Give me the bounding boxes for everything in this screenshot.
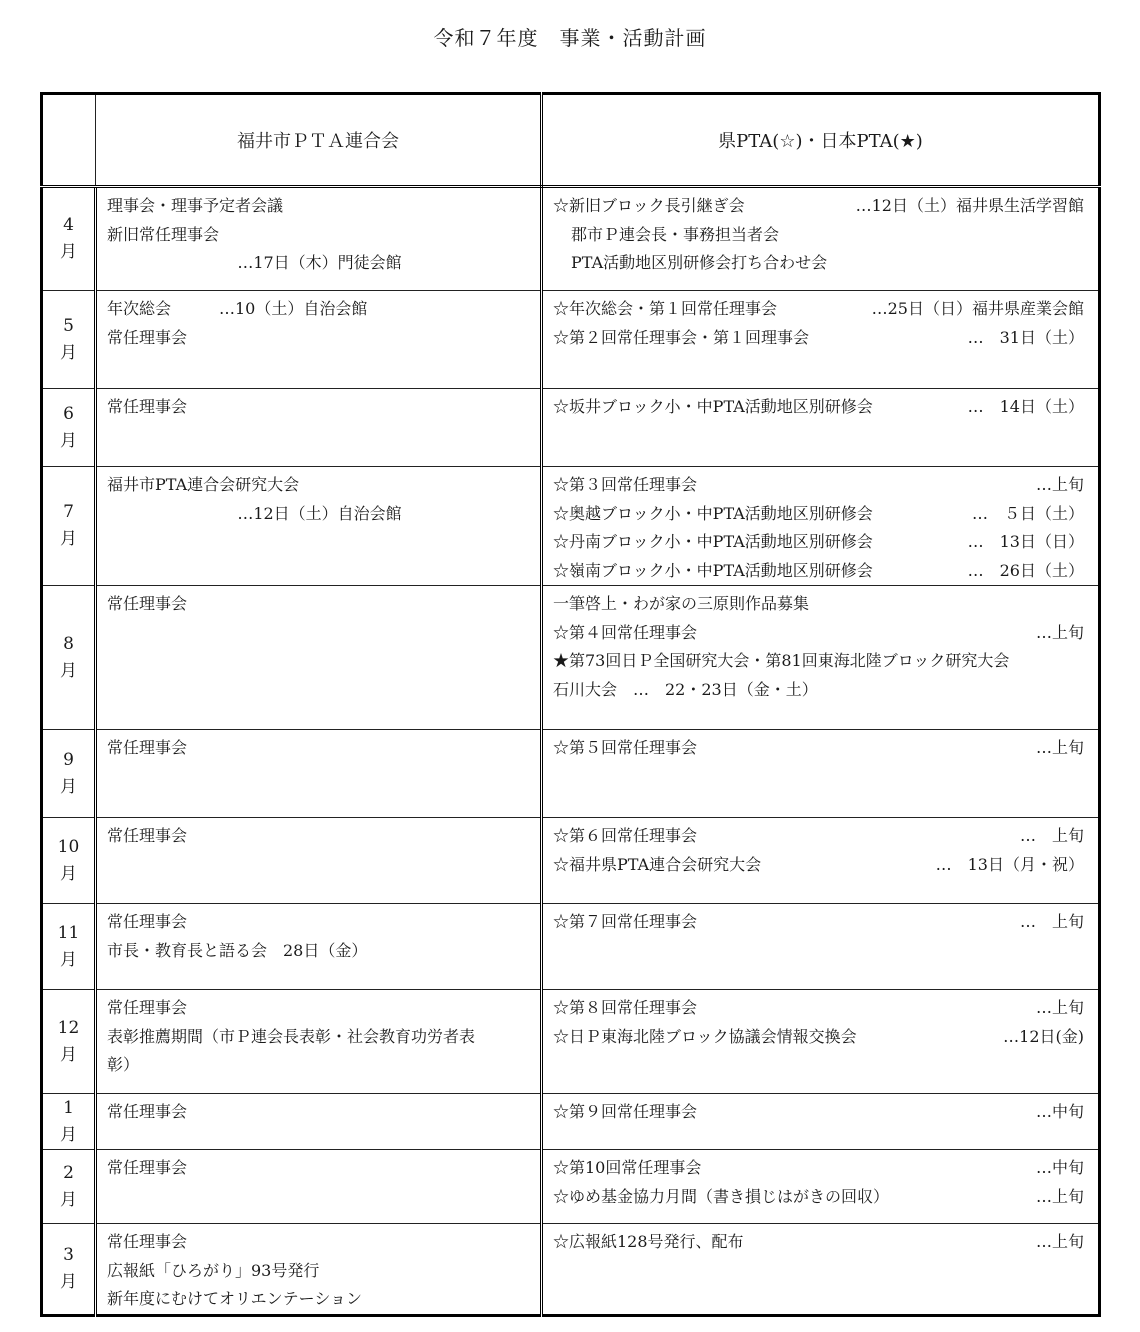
month-suffix: 月 xyxy=(60,660,77,681)
pref-activity-cell xyxy=(542,291,1100,389)
month-number: 8 xyxy=(63,633,74,654)
month-number: 7 xyxy=(63,502,74,522)
activity-text: ★第73回日Ｐ全国研究大会・第81回東海北陸ブロック研究大会 xyxy=(553,651,1010,670)
month-number: 12 xyxy=(57,1017,80,1038)
activity-line xyxy=(553,994,1090,1023)
activity-text: 市長・教育長と語る会 28日（金） xyxy=(107,940,368,960)
month-cell xyxy=(42,990,96,1094)
activity-text: 常任理事会 xyxy=(107,1232,188,1251)
month-number: 5 xyxy=(63,315,74,336)
activity-line xyxy=(107,500,532,529)
month-suffix: 月 xyxy=(60,529,77,549)
month-number: 4 xyxy=(63,215,74,235)
month-cell xyxy=(42,904,96,990)
activity-date: …25日（日）福井県産業会館 xyxy=(871,299,1084,318)
city-activity-cell xyxy=(96,730,542,818)
header-city-pta: 福井市ＰＴＡ連合会 xyxy=(96,94,542,187)
activity-text: ☆第７回常任理事会 xyxy=(553,912,698,931)
activity-text: ☆ゆめ基金協力月間（書き損じはがきの回収） xyxy=(553,1186,890,1206)
activity-date: …上旬 xyxy=(1035,1186,1084,1206)
pref-activity-cell xyxy=(542,586,1100,730)
activity-text: ☆日Ｐ東海北陸ブロック協議会情報交換会 xyxy=(553,1026,857,1046)
activity-text: 常任理事会 xyxy=(107,738,188,757)
activity-line xyxy=(107,324,532,353)
activity-line xyxy=(107,393,532,422)
activity-line xyxy=(553,1154,1090,1183)
header-pref-pta: 県PTA(☆)・日本PTA(★) xyxy=(542,94,1100,187)
activity-text: 石川大会 … 22・23日（金・土） xyxy=(553,679,818,699)
month-cell xyxy=(42,291,96,389)
month-cell xyxy=(42,467,96,586)
activity-line xyxy=(553,500,1090,529)
table-row xyxy=(42,904,1100,990)
month-cell xyxy=(42,1224,96,1316)
activity-line xyxy=(553,557,1090,586)
activity-line xyxy=(553,324,1090,353)
city-activity-cell xyxy=(96,291,542,389)
activity-line xyxy=(553,192,1090,221)
pref-activity-cell xyxy=(542,1094,1100,1150)
pref-activity-cell xyxy=(542,187,1100,291)
month-suffix: 月 xyxy=(60,863,77,884)
table-row xyxy=(42,586,1100,730)
table-row xyxy=(42,1094,1100,1150)
activity-text: ☆丹南ブロック小・中PTA活動地区別研修会 xyxy=(553,532,873,551)
activity-text: …12日（土）自治会館 xyxy=(237,503,402,523)
activity-line xyxy=(107,1257,532,1286)
month-number: 2 xyxy=(63,1162,74,1183)
activity-date: … 31日（土） xyxy=(967,327,1084,347)
pref-activity-cell xyxy=(542,467,1100,586)
activity-text: 常任理事会 xyxy=(107,594,188,613)
header-month-cell xyxy=(42,94,96,187)
activity-line xyxy=(107,734,532,763)
month-cell xyxy=(42,586,96,730)
activity-text: 広報紙「ひろがり」93号発行 xyxy=(107,1260,320,1280)
activity-line xyxy=(553,295,1090,324)
activity-line xyxy=(553,249,1090,278)
activity-text: 彰） xyxy=(107,1055,140,1074)
month-suffix: 月 xyxy=(60,242,77,262)
activity-text: ☆第９回常任理事会 xyxy=(553,1102,698,1121)
month-number: 11 xyxy=(57,922,80,943)
activity-text: ☆第２回常任理事会・第１回理事会 xyxy=(553,327,810,347)
activity-text: 常任理事会 xyxy=(107,327,188,347)
activity-date: … 上旬 xyxy=(1019,912,1084,931)
activity-text: …17日（木）門徒会館 xyxy=(237,253,402,272)
month-number: 6 xyxy=(63,403,74,424)
activity-line xyxy=(553,471,1090,500)
activity-line xyxy=(553,647,1090,676)
activity-text: 理事会・理事予定者会議 xyxy=(107,196,284,215)
month-suffix: 月 xyxy=(60,1124,77,1145)
pref-activity-cell xyxy=(542,818,1100,904)
activity-text: ☆第３回常任理事会 xyxy=(553,475,698,494)
activity-line xyxy=(107,221,532,250)
activity-date: … 13日（日） xyxy=(967,532,1084,551)
table-row xyxy=(42,818,1100,904)
activity-line xyxy=(107,994,532,1023)
activity-text: ☆第10回常任理事会 xyxy=(553,1158,702,1177)
table-row xyxy=(42,187,1100,291)
table-row xyxy=(42,291,1100,389)
month-cell xyxy=(42,1150,96,1224)
table-row xyxy=(42,730,1100,818)
activity-date: …上旬 xyxy=(1035,1232,1084,1251)
table-row xyxy=(42,467,1100,586)
activity-date: …上旬 xyxy=(1035,738,1084,757)
activity-date: …上旬 xyxy=(1035,998,1084,1017)
activity-text: 年次総会 …10（土）自治会館 xyxy=(107,299,368,318)
city-activity-cell xyxy=(96,1150,542,1224)
activity-line xyxy=(107,590,532,619)
activity-text: ☆坂井ブロック小・中PTA活動地区別研修会 xyxy=(553,397,873,416)
pref-activity-cell xyxy=(542,1224,1100,1316)
activity-text: ☆第５回常任理事会 xyxy=(553,738,698,757)
activity-line xyxy=(107,908,532,937)
month-suffix: 月 xyxy=(60,430,77,451)
activity-text: 新旧常任理事会 xyxy=(107,224,220,244)
activity-date: …12日(金) xyxy=(1003,1026,1084,1046)
month-number: 10 xyxy=(57,836,80,857)
activity-date: … 13日（月・祝） xyxy=(935,854,1084,874)
pref-activity-cell xyxy=(542,389,1100,467)
month-cell xyxy=(42,389,96,467)
city-activity-cell xyxy=(96,586,542,730)
activity-text: 一筆啓上・わが家の三原則作品募集 xyxy=(553,594,810,613)
activity-line xyxy=(107,192,532,221)
activity-line xyxy=(553,393,1090,422)
table-row xyxy=(42,1150,1100,1224)
city-activity-cell xyxy=(96,904,542,990)
activity-line xyxy=(553,908,1090,937)
pref-activity-cell xyxy=(542,1150,1100,1224)
city-activity-cell xyxy=(96,389,542,467)
activity-date: … 14日（土） xyxy=(967,397,1084,416)
activity-date: …上旬 xyxy=(1035,622,1084,642)
activity-date: …上旬 xyxy=(1035,475,1084,494)
activity-text: ☆広報紙128号発行、配布 xyxy=(553,1232,744,1251)
table-row xyxy=(42,990,1100,1094)
activity-line xyxy=(107,1228,532,1257)
month-suffix: 月 xyxy=(60,776,77,797)
month-cell xyxy=(42,1094,96,1150)
activity-text: ☆第６回常任理事会 xyxy=(553,826,698,845)
activity-text: ☆嶺南ブロック小・中PTA活動地区別研修会 xyxy=(553,560,873,580)
city-activity-cell xyxy=(96,467,542,586)
activity-line xyxy=(553,1228,1090,1257)
activity-line xyxy=(553,822,1090,851)
activity-line xyxy=(107,1285,532,1314)
activity-line xyxy=(553,1098,1090,1127)
activity-date: … ５日（土） xyxy=(971,503,1084,523)
activity-line xyxy=(553,221,1090,250)
activity-text: 常任理事会 xyxy=(107,826,188,845)
activity-text: ☆第８回常任理事会 xyxy=(553,998,698,1017)
month-cell xyxy=(42,730,96,818)
month-number: 3 xyxy=(63,1244,74,1265)
activity-text: 福井市PTA連合会研究大会 xyxy=(107,475,300,494)
table-header-row xyxy=(42,94,1100,187)
activity-text: ☆年次総会・第１回常任理事会 xyxy=(553,299,778,318)
activity-text: 表彰推薦期間（市Ｐ連会長表彰・社会教育功労者表 xyxy=(107,1026,476,1046)
activity-line xyxy=(553,590,1090,619)
activity-text: 常任理事会 xyxy=(107,998,188,1017)
activity-text: ☆新旧ブロック長引継ぎ会 xyxy=(553,196,745,215)
activity-line xyxy=(107,471,532,500)
city-activity-cell xyxy=(96,1094,542,1150)
activity-line xyxy=(107,1098,532,1127)
table-row xyxy=(42,389,1100,467)
city-activity-cell xyxy=(96,187,542,291)
activity-line xyxy=(553,1183,1090,1212)
activity-text: ☆福井県PTA連合会研究大会 xyxy=(553,854,762,874)
activity-line xyxy=(553,676,1090,705)
activity-text: ☆奥越ブロック小・中PTA活動地区別研修会 xyxy=(553,503,873,523)
activity-date: …12日（土）福井県生活学習館 xyxy=(855,196,1084,215)
month-number: 1 xyxy=(63,1097,74,1118)
activity-line xyxy=(107,1051,532,1080)
activity-line xyxy=(107,295,532,324)
activity-text: 新年度にむけてオリエンテーション xyxy=(107,1289,363,1308)
activity-plan-table xyxy=(40,92,1101,1317)
activity-text: 常任理事会 xyxy=(107,912,188,931)
activity-line xyxy=(107,1154,532,1183)
activity-text: 常任理事会 xyxy=(107,1158,188,1177)
activity-date: … 上旬 xyxy=(1019,826,1084,845)
activity-line xyxy=(107,937,532,966)
month-number: 9 xyxy=(63,749,74,770)
activity-line xyxy=(107,822,532,851)
activity-text: PTA活動地区別研修会打ち合わせ会 xyxy=(571,253,828,272)
month-suffix: 月 xyxy=(60,1189,77,1210)
month-cell xyxy=(42,818,96,904)
month-suffix: 月 xyxy=(60,1271,77,1292)
activity-plan-body xyxy=(42,94,1100,1316)
city-activity-cell xyxy=(96,990,542,1094)
activity-line xyxy=(553,851,1090,880)
month-cell xyxy=(42,187,96,291)
activity-date: … 26日（土） xyxy=(967,560,1084,580)
activity-line xyxy=(107,1023,532,1052)
activity-text: 常任理事会 xyxy=(107,397,188,416)
activity-date: …中旬 xyxy=(1035,1158,1084,1177)
month-suffix: 月 xyxy=(60,949,77,970)
activity-text: 常任理事会 xyxy=(107,1102,188,1121)
activity-line xyxy=(553,528,1090,557)
activity-text: 郡市Ｐ連会長・事務担当者会 xyxy=(571,224,780,244)
pref-activity-cell xyxy=(542,730,1100,818)
city-activity-cell xyxy=(96,818,542,904)
table-row xyxy=(42,1224,1100,1316)
month-suffix: 月 xyxy=(60,1044,77,1065)
activity-line xyxy=(553,734,1090,763)
pref-activity-cell xyxy=(542,904,1100,990)
activity-date: …中旬 xyxy=(1035,1102,1084,1121)
pref-activity-cell xyxy=(542,990,1100,1094)
activity-line xyxy=(553,619,1090,648)
city-activity-cell xyxy=(96,1224,542,1316)
document-title: 令和７年度 事業・活動計画 xyxy=(433,26,707,50)
month-suffix: 月 xyxy=(60,342,77,363)
activity-text: ☆第４回常任理事会 xyxy=(553,622,698,642)
activity-line xyxy=(107,249,532,278)
activity-line xyxy=(553,1023,1090,1052)
